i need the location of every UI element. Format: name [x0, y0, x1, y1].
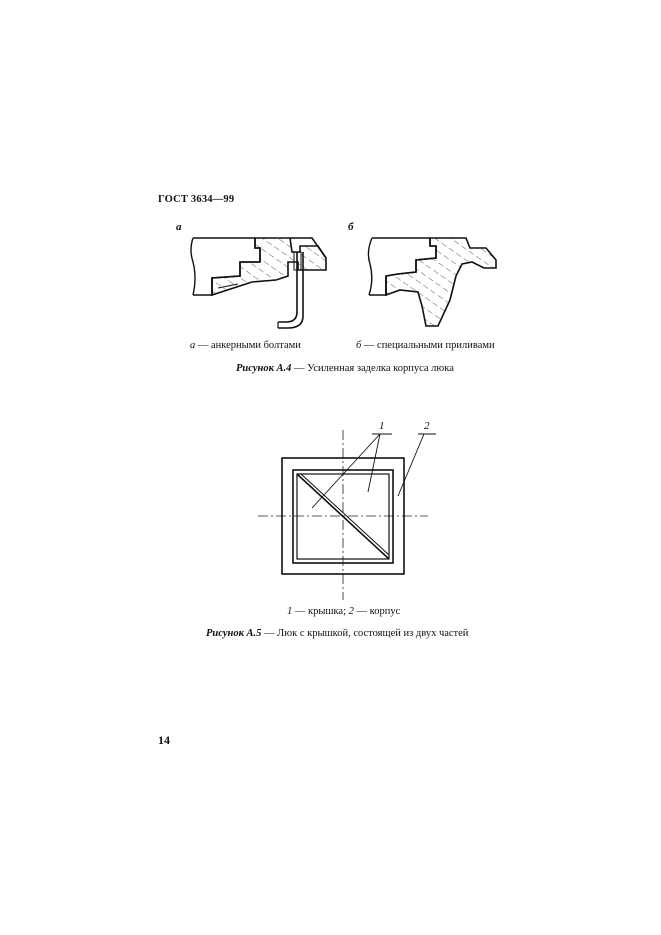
document-code: ГОСТ 3634—99 — [158, 194, 235, 205]
callout-1: 1 — [379, 420, 385, 432]
figure-a5-legend: 1 — крышка; 2 — корпус — [287, 606, 401, 617]
drawing-hatch-cover — [258, 430, 436, 600]
page-number: 14 — [158, 733, 170, 747]
drawing-special-lugs — [368, 238, 496, 326]
drawing-anchor-bolts — [191, 238, 326, 328]
figure-a5-caption: Рисунок А.5 — Люк с крышкой, состоящей из двух частей — [206, 628, 469, 639]
subfigure-a-caption: а — анкерными болтами — [190, 340, 301, 351]
figure-a4-caption: Рисунок А.4 — Усиленная заделка корпуса люка — [236, 363, 454, 374]
callout-2: 2 — [424, 420, 430, 432]
subfigure-b-letter: б — [348, 221, 354, 233]
subfigure-b-caption: б — специальными приливами — [356, 340, 495, 351]
subfigure-a-letter: а — [176, 221, 182, 233]
